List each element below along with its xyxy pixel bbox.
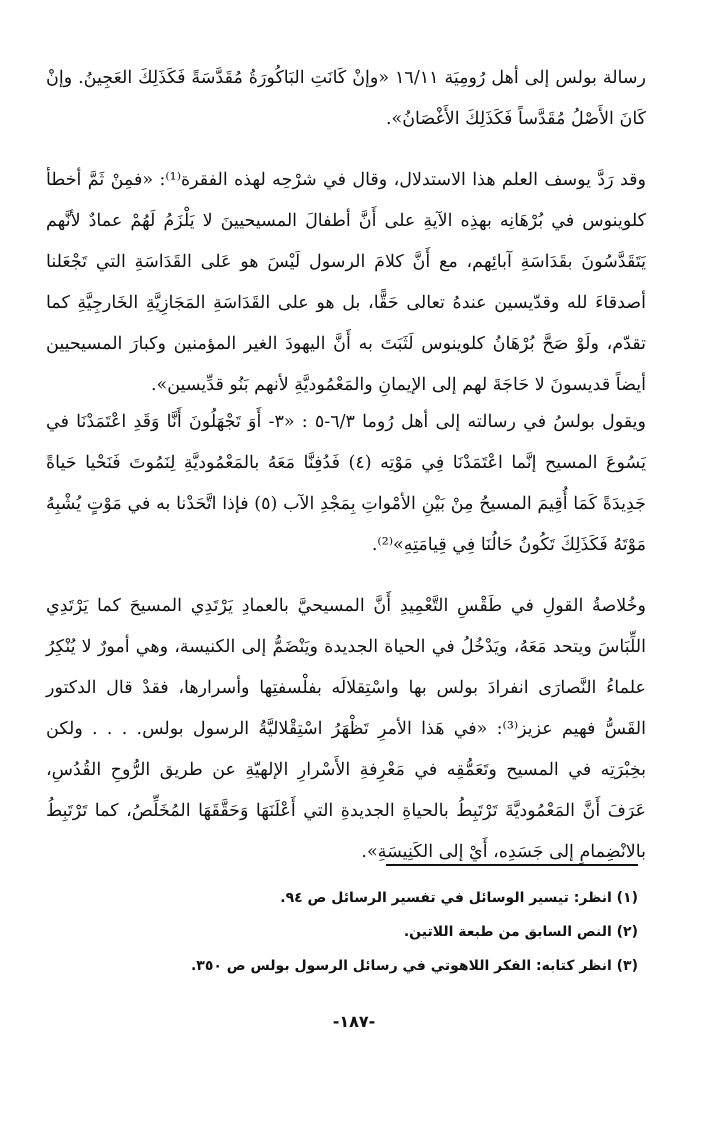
footnote-2: (٢) النص السابق من طبعة اللاتين. <box>403 924 638 940</box>
footnote-1: (١) انظر: تيسير الوسائل في تفسير الرسائل ص ٩٤. <box>280 890 638 906</box>
page-number: -١٨٧- <box>332 1012 376 1031</box>
footnote-divider <box>386 864 638 866</box>
footnote-3: (٣) انظر كتابه: الفكر اللاهوتي في رسائل الرسول بولس ص ٣٥٠. <box>190 958 638 974</box>
paragraph-yusuf-commentary: وقد رَدَّ يوسف العلم هذا الاستدلال، وقال في شرْحِه لهذه الفقرة⁽¹⁾: «فمِنْ ثَمَّ أخطأ كلوينوس في بُرْهَانِه بهذِه الآيةِ على أَنَّ أطفالَ المسيحيينَ لا يَلْزَمُ لَهُمْ عمادٌ لأنَّهم يَتَقَدَّسُونَ بقَدَاسَةِ آبائِهم، مع أَنَّ كلامَ الرسول لَيْسَ هو عَلى القَدَاسَةِ التي تَجْعَلنا أصدقاءَ لله وقدّيسين عندهُ تعالى حَقًّا، بل هو على القَدَاسَةِ المَجَازِيَّةِ الخَارجِيَّةِ كما تقدّم، ولَوْ صَحَّ بُرْهَانُ كلوينوس لَثَبَتَ به أَنَّ اليهودَ الغير المؤمنين وكبارَ المسيحيين أيضاً قديسونَ لا حَاجَةَ لهم إلى الإيمانِ والمَعْمُوديَّةِ لأنهم بَنُو قدِّيسين». <box>46 170 646 395</box>
paragraph-paul-romans-6: ويقول بولسُ في رسالته إلى أهل رُوما ٦/٣-٥ : «٣- أَوَ تَجْهَلُونَ أَنَّا وَقَدِ اعْتَمَدْنَا في يَسُوعَ المسيح إنَّما اعْتَمَدْنَا فِي مَوْتِه (٤) فَدُفِنَّا مَعَهُ بالمَعْمُوديَّةِ لِنَمُوتَ فَنَحْيا حَياةً جَدِيدَةً كَمَا أُقِيمَ المسيحُ مِنْ بَيْنِ الأمْواتِ بِمَجْدِ الآب (٥) فإذا اتَّحَدْنا به في مَوْتٍ يُشْبِهُ مَوْتَهُ فَكَذَلِكَ تَكُونُ حَالُنَا فِي قِيامَتِهِ»⁽²⁾. <box>46 412 646 555</box>
paragraph-romans-quote: رسالة بولس إلى أهل رُومِيَة ١٦/١١ «وإنْ كَانَتِ البَاكُورَةُ مُقَدَّسَةً فَكَذَلِكَ العَجِينُ. وإنْ كَانَ الأَصْلُ مُقَدَّساً فَكَذَلِكَ الأَغْصَانُ». <box>46 68 647 129</box>
paragraph-baptism-summary: وخُلاصةُ القولِ في طَقْسِ التَّعْمِيدِ أَنَّ المسيحيَّ بالعمادِ يَرْتَدِي المسيحَ كما يَرْتَدِي اللِّبَاسَ ويتحد مَعَهُ، ويَدْخُلُ في الحياة الجديدة ويَنْضَمُّ إلى الكنيسة، وهي أمورٌ لا يُنْكِرُ علماءُ النَّصارَى انفرادَ بولس بها واسْتِقلالَه بفلْسفتِها وأسرارها، فقدْ قال الدكتور القَسُّ فهيم عزيز⁽³⁾: «في هَذا الأمرِ تَظْهَرُ اسْتِقْلاليَّةُ الرسول بولس. . . . ولكن بخِبْرَتِه في المسيح وتَعَمُّقِه في مَعْرِفةِ الأَسْرارِ الإلهيّةِ عن طريق الرُّوحِ القُدُسِ، عَرَفَ أَنَّ المَعْمُوديَّةَ تَرْتَبِطُ بالحياةِ الجديدةِ التي أَعْلَنَهَا وَحَقَّقَهَا المُخَلِّصُ، كما تَرْتَبِطُ بالانْضِمامِ إلى جَسَدِه، أَيْ إلى الكَنِيسَةِ». <box>46 596 646 862</box>
footnotes-list <box>58 881 638 983</box>
